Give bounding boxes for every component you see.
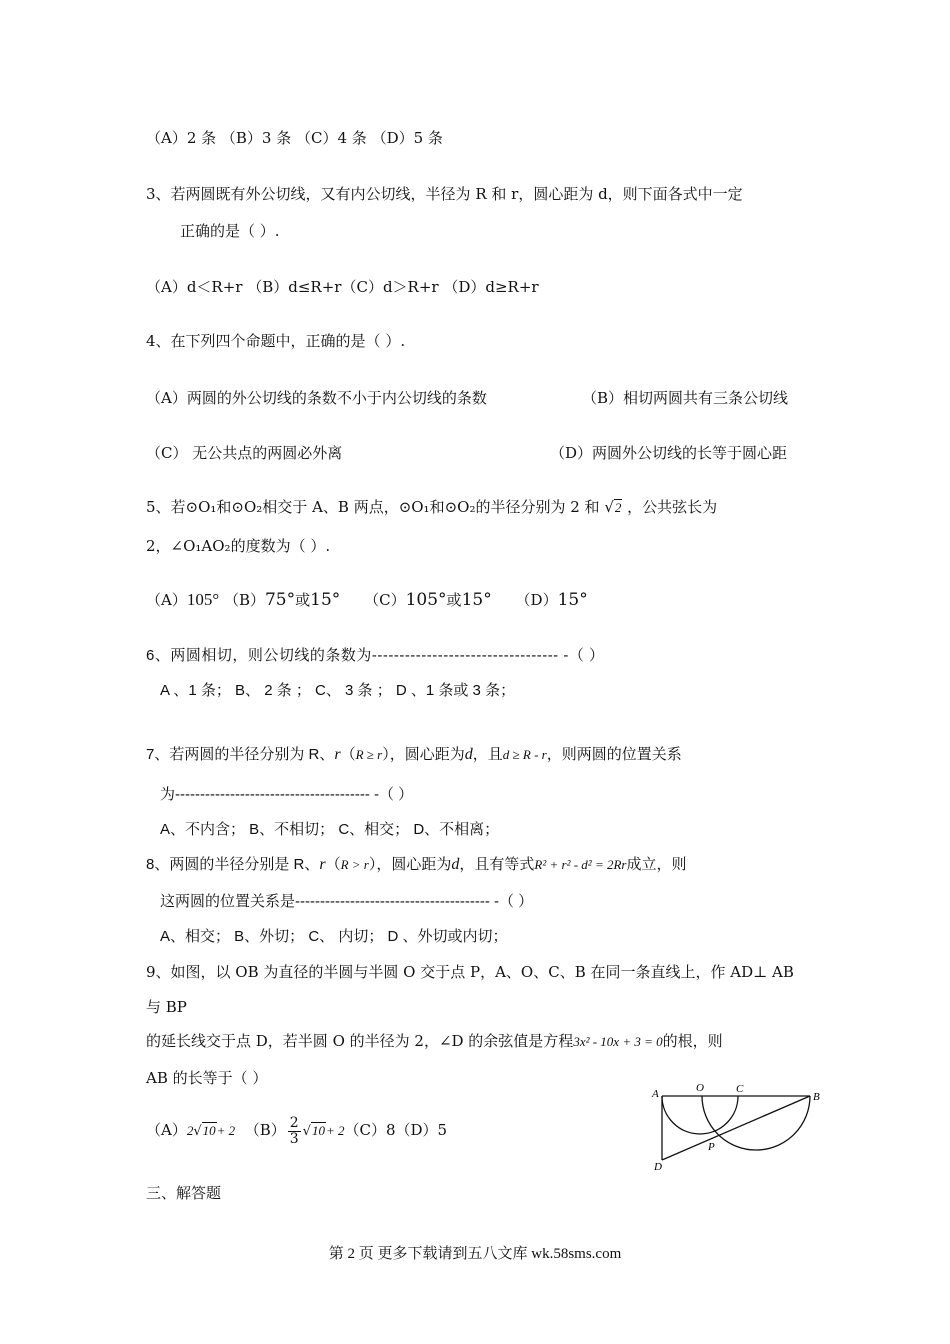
q7-cond: R ≥ r bbox=[355, 747, 383, 762]
q3-stem: 3、若两圆既有外公切线，又有内公切线，半径为 R 和 r，圆心距为 d，则下面各式中一定 bbox=[146, 185, 743, 203]
q7-text-5: ，则两圆的位置关系 bbox=[546, 746, 682, 763]
q5-option-d-label: （D） bbox=[515, 591, 558, 609]
q8-text-4: ，且有等式 bbox=[459, 856, 535, 873]
q9-option-a-label: （A） bbox=[146, 1121, 187, 1139]
q7-text-3: ），圆心距为 bbox=[382, 746, 465, 763]
q9-option-cd: （C）8（D）5 bbox=[344, 1121, 448, 1139]
q9-option-b-fraction bbox=[288, 1116, 301, 1147]
q9-option-b-radicand: 10 bbox=[311, 1123, 325, 1138]
q5-option-c-value2: 15° bbox=[461, 590, 492, 610]
q5-stem bbox=[146, 497, 717, 518]
q4-stem: 4、在下列四个命题中，正确的是（ ）. bbox=[146, 332, 406, 350]
geometry-figure bbox=[650, 1080, 830, 1175]
q9-stem: 9、如图，以 OB 为直径的半圆与半圆 O 交于点 P，A、O、C、B 在同一条直线上，作 AD⊥ AB bbox=[146, 963, 794, 981]
q5-option-b-label: （B） bbox=[223, 591, 265, 609]
q8-cond: R > r bbox=[340, 857, 369, 872]
q8-d: d bbox=[451, 856, 460, 873]
q5-option-d-value: 15° bbox=[557, 590, 588, 610]
q5-option-c-label: （C） bbox=[364, 591, 406, 609]
q5-stem-text: 5、若⊙O₁和⊙O₂相交于 A、B 两点，⊙O₁和⊙O₂的半径分别为 2 和 bbox=[146, 498, 600, 516]
fraction-denominator: 3 bbox=[289, 1130, 299, 1147]
q9-stem-cont3: AB 的长等于（ ） bbox=[146, 1069, 268, 1087]
q9-stem-cont2 bbox=[146, 1031, 723, 1052]
q9-option-b-plus: + 2 bbox=[325, 1123, 345, 1138]
label-a: A bbox=[652, 1088, 659, 1100]
q7-d: d bbox=[464, 746, 473, 763]
q8-stem bbox=[146, 855, 687, 875]
q7-stem-cont: 为--------------------------------------- -（ ） bbox=[160, 786, 414, 803]
q7-options: A、不内含； B、不相切； C、相交； D、不相离； bbox=[160, 821, 500, 838]
semicircle-ac bbox=[662, 1096, 738, 1134]
q5-stem-tail: ，公共弦长为 bbox=[627, 498, 718, 516]
q8-stem-cont: 这两圆的位置关系是--------------------------------------- -（ ） bbox=[160, 893, 534, 910]
q2-options: （A）2 条 （B）3 条 （C）4 条 （D）5 条 bbox=[146, 129, 443, 147]
q5-option-b-or: 或 bbox=[295, 591, 311, 609]
label-d: D bbox=[654, 1161, 662, 1173]
q9-options: （A）2√10+ 2 （B） $\frac{2}{3}$ √10+ 2（C）8（D）5 bbox=[146, 1114, 448, 1147]
label-c: C bbox=[736, 1083, 744, 1095]
semicircle-ob bbox=[702, 1096, 810, 1150]
q3-options: （A）d＜R+r （B）d≤R+r（C）d＞R+r （D）d≥R+r bbox=[146, 278, 539, 296]
q5-option-a-value: 105° bbox=[186, 590, 220, 609]
section-heading: 三、解答题 bbox=[146, 1184, 222, 1202]
q7-text-2: （ bbox=[340, 746, 356, 763]
q5-stem-cont: 2，∠O₁AO₂的度数为（ ）. bbox=[146, 537, 331, 555]
q8-text-5: 成立，则 bbox=[626, 856, 687, 873]
q3-stem-cont: 正确的是（ ）. bbox=[180, 222, 280, 240]
q9-option-a-plus: + 2 bbox=[216, 1123, 236, 1138]
q6-stem: 6、两圆相切，则公切线的条数为---------------------------------- -（ ） bbox=[146, 647, 605, 664]
q4-option-d: （D）两圆外公切线的长等于圆心距 bbox=[550, 444, 788, 462]
q5-option-c-or: 或 bbox=[446, 591, 462, 609]
page-footer: 第 2 页 更多下载请到五八文库 wk.58sms.com bbox=[328, 1246, 622, 1262]
q4-option-c: （C） 无公共点的两圆必外离 bbox=[146, 444, 343, 462]
q5-option-b-value2: 15° bbox=[310, 590, 341, 610]
q5-option-b-value1: 75° bbox=[264, 590, 296, 610]
q9-equation: 3x² - 10x + 3 = 0 bbox=[573, 1034, 663, 1049]
q7-ineq: d ≥ R - r bbox=[502, 747, 547, 762]
q7-text-1: 7、若两圆的半径分别为 R、 bbox=[146, 746, 335, 763]
q4-option-b: （B）相切两圆共有三条公切线 bbox=[582, 389, 789, 407]
q6-options: A 、1 条； B、 2 条 ； C、 3 条 ； D 、1 条或 3 条； bbox=[160, 682, 516, 699]
q7-stem bbox=[146, 745, 682, 765]
q9-stem-cont: 与 BP bbox=[146, 998, 187, 1016]
sqrt-two-radicand: 2 bbox=[614, 500, 622, 515]
q8-text-1: 8、两圆的半径分别是 R、 bbox=[146, 856, 320, 873]
fraction-numerator: 2 bbox=[289, 1114, 299, 1131]
q9-text-1: 的延长线交于点 D，若半圆 O 的半径为 2，∠D 的余弦值是方程 bbox=[146, 1032, 574, 1050]
q9-option-a-radicand: 10 bbox=[202, 1123, 216, 1138]
q5-option-a-label: （A） bbox=[146, 591, 187, 609]
sqrt-two: √2 bbox=[604, 498, 622, 516]
q5-options bbox=[146, 590, 588, 610]
q8-options: A、相交； B、外切； C、 内切； D 、外切或内切； bbox=[160, 928, 508, 945]
q8-r: r bbox=[319, 856, 326, 873]
label-p: P bbox=[708, 1141, 715, 1153]
label-b: B bbox=[813, 1091, 820, 1103]
q9-text-2: 的根，则 bbox=[662, 1032, 723, 1050]
q4-option-a: （A）两圆的外公切线的条数不小于内公切线的条数 bbox=[146, 389, 487, 407]
q7-r: r bbox=[334, 746, 341, 763]
q9-option-b-label: （B） bbox=[244, 1121, 286, 1139]
line-db bbox=[662, 1096, 810, 1160]
q5-option-c-value1: 105° bbox=[405, 590, 447, 610]
q8-equation: R² + r² - d² = 2Rr bbox=[534, 857, 627, 872]
q8-text-2: （ bbox=[325, 856, 341, 873]
q9-option-a-coef: 2 bbox=[186, 1123, 194, 1138]
q8-text-3: ），圆心距为 bbox=[368, 856, 452, 873]
label-o: O bbox=[696, 1082, 704, 1094]
q7-text-4: ，且 bbox=[472, 746, 503, 763]
